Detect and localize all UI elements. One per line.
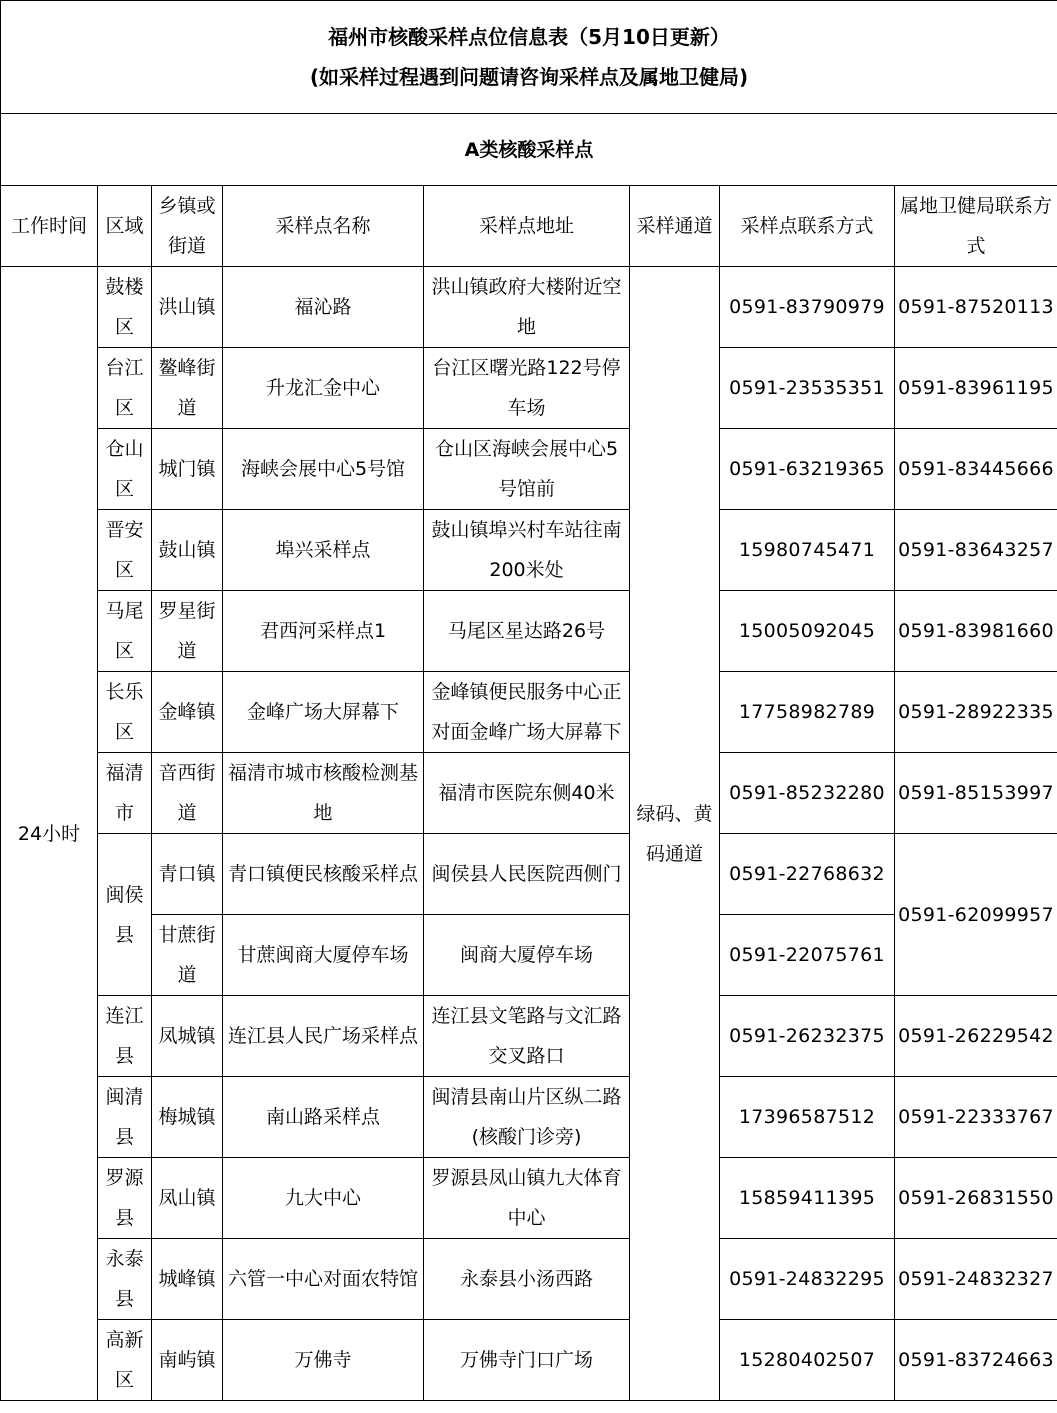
site-name-cell: 君西河采样点1 [223, 591, 424, 672]
table-row [1, 1158, 1057, 1239]
header-work-time: 工作时间 [1, 186, 98, 267]
health-phone-cell: 0591-83981660 [895, 591, 1057, 672]
site-address-cell: 洪山镇政府大楼附近空地 [424, 267, 630, 348]
site-address-cell: 福清市医院东侧40米 [424, 753, 630, 834]
site-phone-cell: 0591-24832295 [720, 1239, 895, 1320]
work-time-cell: 24小时 [1, 267, 98, 1401]
table-row [1, 429, 1057, 510]
site-address-cell: 闽清县南山片区纵二路(核酸门诊旁) [424, 1077, 630, 1158]
town-cell: 城门镇 [152, 429, 223, 510]
table-row [1, 510, 1057, 591]
site-phone-cell: 15980745471 [720, 510, 895, 591]
site-phone-cell: 15859411395 [720, 1158, 895, 1239]
site-name-cell: 六管一中心对面农特馆 [223, 1239, 424, 1320]
site-name-cell: 甘蔗闽商大厦停车场 [223, 915, 424, 996]
health-phone-cell: 0591-83643257 [895, 510, 1057, 591]
site-name-cell: 埠兴采样点 [223, 510, 424, 591]
site-address-cell: 金峰镇便民服务中心正对面金峰广场大屏幕下 [424, 672, 630, 753]
site-phone-cell: 15280402507 [720, 1320, 895, 1401]
health-phone-cell: 0591-24832327 [895, 1239, 1057, 1320]
title-line-2: (如采样过程遇到问题请咨询采样点及属地卫健局) [309, 65, 749, 89]
header-site-name: 采样点名称 [223, 186, 424, 267]
town-cell: 鼓山镇 [152, 510, 223, 591]
town-cell: 凤城镇 [152, 996, 223, 1077]
district-cell: 马尾区 [98, 591, 152, 672]
site-phone-cell: 17758982789 [720, 672, 895, 753]
health-phone-cell: 0591-83961195 [895, 348, 1057, 429]
site-address-cell: 连江县文笔路与文汇路交叉路口 [424, 996, 630, 1077]
header-district: 区域 [98, 186, 152, 267]
town-cell: 凤山镇 [152, 1158, 223, 1239]
table-row [1, 672, 1057, 753]
header-town: 乡镇或街道 [152, 186, 223, 267]
table-row [1, 996, 1057, 1077]
header-health-contact: 属地卫健局联系方式 [895, 186, 1057, 267]
table-row [1, 348, 1057, 429]
section-row [1, 114, 1057, 186]
health-phone-cell: 0591-22333767 [895, 1077, 1057, 1158]
health-phone-cell: 0591-26831550 [895, 1158, 1057, 1239]
site-name-cell: 福清市城市核酸检测基地 [223, 753, 424, 834]
site-name-cell: 连江县人民广场采样点 [223, 996, 424, 1077]
site-address-cell: 永泰县小汤西路 [424, 1239, 630, 1320]
site-address-cell: 鼓山镇埠兴村车站往南200米处 [424, 510, 630, 591]
health-phone-cell: 0591-83724663 [895, 1320, 1057, 1401]
page-title [1, 1, 1057, 114]
town-cell: 鳌峰街道 [152, 348, 223, 429]
town-cell: 青口镇 [152, 834, 223, 915]
district-cell: 闽侯县 [98, 834, 152, 996]
header-row [1, 186, 1057, 267]
health-phone-cell: 0591-26229542 [895, 996, 1057, 1077]
site-name-cell: 金峰广场大屏幕下 [223, 672, 424, 753]
site-phone-cell: 0591-22075761 [720, 915, 895, 996]
site-name-cell: 福沁路 [223, 267, 424, 348]
district-cell: 高新区 [98, 1320, 152, 1401]
site-phone-cell: 0591-26232375 [720, 996, 895, 1077]
district-cell: 闽清县 [98, 1077, 152, 1158]
site-address-cell: 闽侯县人民医院西侧门 [424, 834, 630, 915]
title-line-1: 福州市核酸采样点位信息表（5月10日更新） [328, 25, 730, 49]
district-cell: 台江区 [98, 348, 152, 429]
site-address-cell: 闽商大厦停车场 [424, 915, 630, 996]
table-row [1, 591, 1057, 672]
header-site-address: 采样点地址 [424, 186, 630, 267]
table-row [1, 834, 1057, 915]
district-cell: 连江县 [98, 996, 152, 1077]
site-name-cell: 海峡会展中心5号馆 [223, 429, 424, 510]
site-phone-cell: 17396587512 [720, 1077, 895, 1158]
site-address-cell: 马尾区星达路26号 [424, 591, 630, 672]
title-row [1, 1, 1057, 114]
health-phone-cell: 0591-83445666 [895, 429, 1057, 510]
district-cell: 长乐区 [98, 672, 152, 753]
district-cell: 仓山区 [98, 429, 152, 510]
health-phone-cell: 0591-28922335 [895, 672, 1057, 753]
site-name-cell: 万佛寺 [223, 1320, 424, 1401]
site-phone-cell: 0591-63219365 [720, 429, 895, 510]
channel-cell: 绿码、黄码通道 [630, 267, 720, 1401]
district-cell: 罗源县 [98, 1158, 152, 1239]
site-phone-cell: 0591-85232280 [720, 753, 895, 834]
health-phone-cell: 0591-87520113 [895, 267, 1057, 348]
town-cell: 金峰镇 [152, 672, 223, 753]
district-cell: 福清市 [98, 753, 152, 834]
district-cell: 永泰县 [98, 1239, 152, 1320]
site-address-cell: 台江区曙光路122号停车场 [424, 348, 630, 429]
health-phone-cell: 0591-62099957 [895, 834, 1057, 996]
town-cell: 南屿镇 [152, 1320, 223, 1401]
town-cell: 甘蔗街道 [152, 915, 223, 996]
site-address-cell: 万佛寺门口广场 [424, 1320, 630, 1401]
site-phone-cell: 15005092045 [720, 591, 895, 672]
site-name-cell: 升龙汇金中心 [223, 348, 424, 429]
table-row [1, 1077, 1057, 1158]
site-name-cell: 青口镇便民核酸采样点 [223, 834, 424, 915]
district-cell: 晋安区 [98, 510, 152, 591]
town-cell: 音西街道 [152, 753, 223, 834]
table-row [1, 267, 1057, 348]
section-title: A类核酸采样点 [1, 114, 1057, 186]
site-phone-cell: 0591-83790979 [720, 267, 895, 348]
table-row [1, 1239, 1057, 1320]
district-cell: 鼓楼区 [98, 267, 152, 348]
site-phone-cell: 0591-23535351 [720, 348, 895, 429]
table-row [1, 1320, 1057, 1401]
town-cell: 罗星街道 [152, 591, 223, 672]
town-cell: 洪山镇 [152, 267, 223, 348]
health-phone-cell: 0591-85153997 [895, 753, 1057, 834]
header-site-contact: 采样点联系方式 [720, 186, 895, 267]
site-phone-cell: 0591-22768632 [720, 834, 895, 915]
header-channel: 采样通道 [630, 186, 720, 267]
site-name-cell: 南山路采样点 [223, 1077, 424, 1158]
site-address-cell: 仓山区海峡会展中心5号馆前 [424, 429, 630, 510]
site-name-cell: 九大中心 [223, 1158, 424, 1239]
town-cell: 城峰镇 [152, 1239, 223, 1320]
site-address-cell: 罗源县凤山镇九大体育中心 [424, 1158, 630, 1239]
town-cell: 梅城镇 [152, 1077, 223, 1158]
table-row [1, 753, 1057, 834]
